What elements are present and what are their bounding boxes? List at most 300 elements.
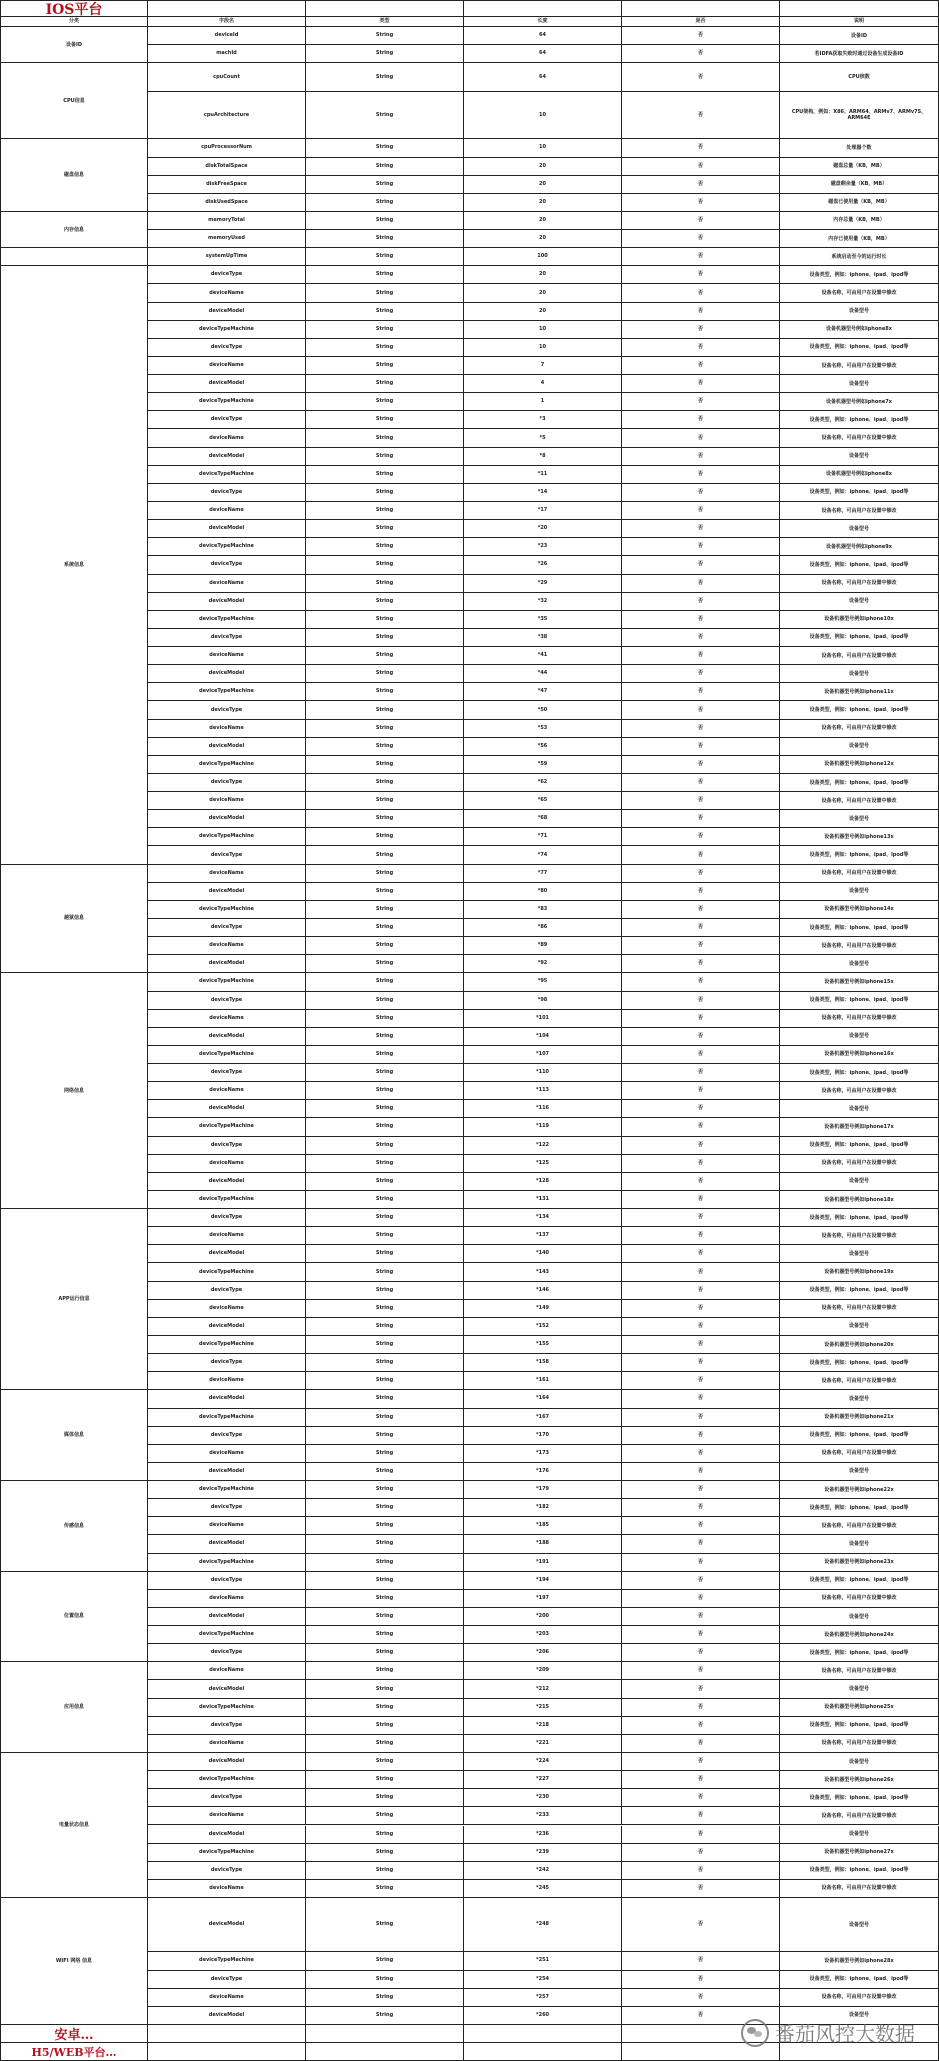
description-cell: 设备名称，可由用户在设置中修改 [780,1880,939,1898]
description-cell: 内存已使用量（KB，MB） [780,230,939,248]
field-name-cell: deviceModel [148,1826,306,1844]
length-cell: 20 [464,212,622,230]
type-cell: String [306,593,464,611]
field-name-cell: deviceTypeMachine [148,1771,306,1789]
field-name-cell: deviceModel [148,665,306,683]
category-cell: 内存信息 [0,212,148,248]
description-cell: 设备机器型号例如iphone22x [780,1481,939,1499]
type-cell: String [306,1173,464,1191]
type-cell: String [306,1100,464,1118]
description-cell: 设备机器型号例如iphone25x [780,1699,939,1717]
length-cell: *203 [464,1626,622,1644]
description-cell: 设备型号 [780,665,939,683]
required-cell: 否 [622,1427,780,1445]
field-name-cell: deviceName [148,647,306,665]
required-cell: 否 [622,1282,780,1300]
field-name-cell: deviceModel [148,1680,306,1698]
type-cell: String [306,1572,464,1590]
field-name-cell: deviceTypeMachine [148,683,306,701]
type-cell: String [306,321,464,339]
required-cell: 否 [622,194,780,212]
field-name-cell: deviceName [148,1662,306,1680]
length-cell: *218 [464,1717,622,1735]
type-cell: String [306,1046,464,1064]
field-name-cell: cpuProcessorNum [148,139,306,157]
field-name-cell: deviceType [148,992,306,1010]
type-cell: String [306,1952,464,1970]
length-cell: *122 [464,1137,622,1155]
length-cell: *92 [464,955,622,973]
type-cell: String [306,1064,464,1082]
required-cell: 否 [622,1735,780,1753]
length-cell: *110 [464,1064,622,1082]
required-cell: 否 [622,1590,780,1608]
length-cell: *146 [464,1282,622,1300]
required-cell: 否 [622,593,780,611]
type-cell: String [306,1263,464,1281]
field-name-cell: deviceId [148,27,306,45]
description-cell: 设备类型，例如：iphone、ipad、ipod等 [780,1644,939,1662]
field-name-cell: deviceModel [148,1173,306,1191]
length-cell: *44 [464,665,622,683]
length-cell: 64 [464,45,622,63]
required-cell: 否 [622,1463,780,1481]
required-cell: 否 [622,1390,780,1408]
field-name-cell: deviceModel [148,955,306,973]
field-name-cell: deviceName [148,1517,306,1535]
length-cell: *236 [464,1826,622,1844]
description-cell: 设备型号 [780,1318,939,1336]
length-cell: 10 [464,321,622,339]
required-cell: 否 [622,1118,780,1136]
required-cell: 否 [622,284,780,302]
type-cell: String [306,1971,464,1989]
required-cell: 否 [622,1100,780,1118]
type-cell: String [306,1554,464,1572]
length-cell: *170 [464,1427,622,1445]
type-cell: String [306,665,464,683]
type-cell: String [306,1209,464,1227]
description-cell: 设备型号 [780,1100,939,1118]
description-cell: 设备机器型号例如iphone17x [780,1118,939,1136]
field-name-cell: deviceModel [148,738,306,756]
field-name-cell: deviceType [148,701,306,719]
field-name-cell: deviceType [148,1717,306,1735]
field-name-cell: deviceTypeMachine [148,321,306,339]
length-cell: *194 [464,1572,622,1590]
field-name-cell: deviceType [148,266,306,284]
type-cell: String [306,1753,464,1771]
type-cell: String [306,1662,464,1680]
required-cell: 否 [622,1789,780,1807]
field-name-cell: deviceName [148,1372,306,1390]
description-cell: 设备类型，例如：iphone、ipad、ipod等 [780,1971,939,1989]
type-cell: String [306,466,464,484]
description-cell: 设备机器型号例如iphone23x [780,1554,939,1572]
required-cell: 否 [622,1499,780,1517]
required-cell: 否 [622,846,780,864]
length-cell: *215 [464,1699,622,1717]
required-cell: 否 [622,1662,780,1680]
field-name-cell: deviceType [148,1209,306,1227]
length-cell: *65 [464,792,622,810]
description-cell: 设备类型，例如：iphone、ipad、ipod等 [780,629,939,647]
length-cell: *26 [464,556,622,574]
required-cell: 否 [622,303,780,321]
type-cell: String [306,45,464,63]
required-cell: 否 [622,27,780,45]
required-cell: 否 [622,1010,780,1028]
description-cell: 设备类型，例如：iphone、ipad、ipod等 [780,846,939,864]
length-cell: *230 [464,1789,622,1807]
required-cell: 否 [622,1952,780,1970]
length-cell: *47 [464,683,622,701]
required-cell: 否 [622,919,780,937]
description-cell: 设备类型，例如：iphone、ipad、ipod等 [780,1209,939,1227]
category-cell: 磁盘信息 [0,139,148,212]
wechat-logo-icon [741,2019,769,2047]
description-cell: 设备型号 [780,1680,939,1698]
required-cell: 否 [622,1481,780,1499]
description-cell: 设备型号 [780,1028,939,1046]
length-cell: *107 [464,1046,622,1064]
required-cell: 否 [622,139,780,157]
length-cell: *182 [464,1499,622,1517]
type-cell: String [306,448,464,466]
description-cell: 设备机器型号例如iphone10x [780,611,939,629]
required-cell: 否 [622,1644,780,1662]
description-cell: 设备机器型号例如iphone26x [780,1771,939,1789]
required-cell: 否 [622,1173,780,1191]
header-field-name: 字段名 [148,17,306,27]
description-cell: CPU核数 [780,63,939,92]
required-cell: 否 [622,1046,780,1064]
length-cell: 20 [464,158,622,176]
field-name-cell: deviceName [148,1300,306,1318]
description-cell: 磁盘剩余量（KB，MB） [780,176,939,194]
category-cell [0,248,148,266]
description-cell: 设备机器型号例如iphone27x [780,1844,939,1862]
category-cell: 越狱信息 [0,865,148,974]
type-cell: String [306,1245,464,1263]
category-cell: WIFI 网络 信息 [0,1898,148,2025]
length-cell: *224 [464,1753,622,1771]
length-cell: *206 [464,1644,622,1662]
field-name-cell: deviceModel [148,1100,306,1118]
length-cell: *176 [464,1463,622,1481]
field-name-cell: deviceName [148,1590,306,1608]
type-cell: String [306,629,464,647]
required-cell: 否 [622,611,780,629]
required-cell: 否 [622,1680,780,1698]
length-cell: *50 [464,701,622,719]
required-cell: 否 [622,901,780,919]
field-name-cell: deviceName [148,1010,306,1028]
type-cell: String [306,1010,464,1028]
field-name-cell: deviceTypeMachine [148,756,306,774]
length-cell: *71 [464,828,622,846]
description-cell: 设备类型，例如：iphone、ipad、ipod等 [780,266,939,284]
length-cell: *152 [464,1318,622,1336]
type-cell: String [306,1608,464,1626]
description-cell: 设备型号 [780,1173,939,1191]
description-cell: 设备机器型号例如iphone15x [780,973,939,991]
description-cell: 设备机器型号例如iphone13x [780,828,939,846]
length-cell: *137 [464,1227,622,1245]
length-cell: *164 [464,1390,622,1408]
required-cell: 否 [622,466,780,484]
required-cell: 否 [622,176,780,194]
type-cell: String [306,158,464,176]
description-cell: 设备类型，例如：iphone、ipad、ipod等 [780,919,939,937]
type-cell: String [306,955,464,973]
type-cell: String [306,1409,464,1427]
length-cell: *248 [464,1898,622,1952]
length-cell: *242 [464,1862,622,1880]
length-cell: *128 [464,1173,622,1191]
description-cell: 设备机器型号例如iphone11x [780,683,939,701]
blank-top-cell [306,0,464,17]
description-cell: 设备机器型号例如iphone16x [780,1046,939,1064]
required-cell: 否 [622,1826,780,1844]
type-cell: String [306,1282,464,1300]
description-cell: 设备型号 [780,1753,939,1771]
length-cell: 10 [464,92,622,139]
required-cell: 否 [622,1227,780,1245]
description-cell: 设备型号 [780,375,939,393]
length-cell: *32 [464,593,622,611]
type-cell: String [306,1372,464,1390]
field-name-cell: deviceModel [148,593,306,611]
length-cell: *41 [464,647,622,665]
type-cell: String [306,1644,464,1662]
description-cell: 设备型号 [780,1826,939,1844]
required-cell: 否 [622,248,780,266]
length-cell: *95 [464,973,622,991]
field-name-cell: deviceName [148,1155,306,1173]
field-name-cell: deviceModel [148,1535,306,1553]
description-cell: 设备机器型号例如iphone9x [780,538,939,556]
description-cell: 内存总量（KB，MB） [780,212,939,230]
field-name-cell: diskUsedSpace [148,194,306,212]
type-cell: String [306,1191,464,1209]
required-cell: 否 [622,792,780,810]
description-cell: 设备型号 [780,1463,939,1481]
length-cell: *80 [464,883,622,901]
type-cell: String [306,883,464,901]
required-cell: 否 [622,339,780,357]
type-cell: String [306,411,464,429]
type-cell: String [306,1807,464,1825]
type-cell: String [306,1789,464,1807]
type-cell: String [306,792,464,810]
type-cell: String [306,1390,464,1408]
field-name-cell: deviceTypeMachine [148,973,306,991]
blank-footer-cell [148,2025,306,2043]
field-name-cell: deviceTypeMachine [148,1118,306,1136]
required-cell: 否 [622,1064,780,1082]
required-cell: 否 [622,1517,780,1535]
field-name-cell: deviceType [148,1789,306,1807]
length-cell: *245 [464,1880,622,1898]
description-cell: 设备机器型号例如iphone28x [780,1952,939,1970]
category-cell: 网络信息 [0,973,148,1209]
description-cell: 设备类型，例如：iphone、ipad、ipod等 [780,1354,939,1372]
description-cell: 设备型号 [780,303,939,321]
type-cell: String [306,1844,464,1862]
field-name-cell: deviceName [148,1445,306,1463]
blank-top-cell [622,0,780,17]
length-cell: 7 [464,357,622,375]
length-cell: *260 [464,2007,622,2025]
type-cell: String [306,1590,464,1608]
type-cell: String [306,774,464,792]
length-cell: *179 [464,1481,622,1499]
length-cell: *212 [464,1680,622,1698]
platform-ios-label: IOS平台 [0,0,148,17]
length-cell: *143 [464,1263,622,1281]
field-name-cell: deviceModel [148,1390,306,1408]
description-cell: 设备型号 [780,1608,939,1626]
description-cell: 设备名称，可由用户在设置中修改 [780,357,939,375]
field-name-cell: deviceModel [148,1608,306,1626]
field-name-cell: deviceType [148,1644,306,1662]
description-cell: 设备名称，可由用户在设置中修改 [780,502,939,520]
length-cell: 20 [464,230,622,248]
field-name-cell: deviceType [148,1499,306,1517]
field-name-cell: deviceType [148,919,306,937]
field-name-cell: deviceTypeMachine [148,466,306,484]
field-name-cell: deviceName [148,792,306,810]
required-cell: 否 [622,484,780,502]
category-cell: 媒体信息 [0,1390,148,1481]
required-cell: 否 [622,1898,780,1952]
length-cell: *227 [464,1771,622,1789]
required-cell: 否 [622,520,780,538]
type-cell: String [306,1989,464,2007]
description-cell: 设备机器型号例如iphone18x [780,1191,939,1209]
platform-h5-label: H5/WEB平台… [0,2043,148,2061]
required-cell: 否 [622,357,780,375]
field-name-cell: deviceName [148,284,306,302]
field-name-cell: deviceType [148,1354,306,1372]
length-cell: 20 [464,284,622,302]
required-cell: 否 [622,266,780,284]
description-cell: 若IDFA获取失败时通过设备生成设备ID [780,45,939,63]
type-cell: String [306,212,464,230]
description-cell: 设备类型，例如：iphone、ipad、ipod等 [780,992,939,1010]
field-name-cell: memoryUsed [148,230,306,248]
length-cell: 20 [464,176,622,194]
required-cell: 否 [622,1155,780,1173]
type-cell: String [306,1880,464,1898]
field-name-cell: deviceModel [148,375,306,393]
field-name-cell: deviceType [148,411,306,429]
required-cell: 否 [622,1554,780,1572]
description-cell: 设备名称，可由用户在设置中修改 [780,937,939,955]
required-cell: 否 [622,992,780,1010]
header-category: 分类 [0,17,148,27]
required-cell: 否 [622,1028,780,1046]
type-cell: String [306,1626,464,1644]
length-cell: *200 [464,1608,622,1626]
length-cell: *251 [464,1952,622,1970]
length-cell: *5 [464,429,622,447]
required-cell: 否 [622,45,780,63]
description-cell: 设备类型，例如：iphone、ipad、ipod等 [780,1862,939,1880]
type-cell: String [306,1535,464,1553]
category-cell: 应用信息 [0,1662,148,1753]
category-cell: 电量状态信息 [0,1753,148,1898]
description-cell: 设备机器型号例如iphone20x [780,1336,939,1354]
required-cell: 否 [622,1626,780,1644]
description-cell: 设备类型，例如：iphone、ipad、ipod等 [780,701,939,719]
type-cell: String [306,1735,464,1753]
field-name-cell: deviceName [148,1227,306,1245]
type-cell: String [306,248,464,266]
required-cell: 否 [622,1844,780,1862]
length-cell: 100 [464,248,622,266]
description-cell: 设备型号 [780,520,939,538]
length-cell: *140 [464,1245,622,1263]
type-cell: String [306,1826,464,1844]
description-cell: 设备名称，可由用户在设置中修改 [780,792,939,810]
type-cell: String [306,538,464,556]
type-cell: String [306,63,464,92]
required-cell: 否 [622,375,780,393]
field-name-cell: deviceModel [148,2007,306,2025]
length-cell: *158 [464,1354,622,1372]
field-name-cell: deviceType [148,629,306,647]
field-name-cell: deviceModel [148,1318,306,1336]
required-cell: 否 [622,774,780,792]
description-cell: 设备机器型号例如iphone12x [780,756,939,774]
length-cell: *77 [464,865,622,883]
length-cell: *113 [464,1082,622,1100]
field-name-cell: deviceType [148,1862,306,1880]
required-cell: 否 [622,1300,780,1318]
field-name-cell: deviceTypeMachine [148,1263,306,1281]
description-cell: 设备型号 [780,1535,939,1553]
type-cell: String [306,611,464,629]
length-cell: *98 [464,992,622,1010]
required-cell: 否 [622,1989,780,2007]
required-cell: 否 [622,1245,780,1263]
field-name-cell: deviceModel [148,1753,306,1771]
blank-footer-cell [464,2043,622,2061]
type-cell: String [306,901,464,919]
length-cell: *173 [464,1445,622,1463]
description-cell: 设备类型，例如：iphone、ipad、ipod等 [780,1282,939,1300]
field-name-cell: deviceModel [148,520,306,538]
required-cell: 否 [622,738,780,756]
description-cell: 设备类型，例如：iphone、ipad、ipod等 [780,339,939,357]
description-cell: 设备名称，可由用户在设置中修改 [780,865,939,883]
description-cell: 设备类型，例如：iphone、ipad、ipod等 [780,1789,939,1807]
required-cell: 否 [622,1354,780,1372]
header-length: 长度 [464,17,622,27]
required-cell: 否 [622,1409,780,1427]
length-cell: *83 [464,901,622,919]
type-cell: String [306,973,464,991]
description-cell: 磁盘总量（KB，MB） [780,158,939,176]
length-cell: *221 [464,1735,622,1753]
type-cell: String [306,556,464,574]
required-cell: 否 [622,1372,780,1390]
length-cell: *134 [464,1209,622,1227]
type-cell: String [306,1898,464,1952]
required-cell: 否 [622,883,780,901]
